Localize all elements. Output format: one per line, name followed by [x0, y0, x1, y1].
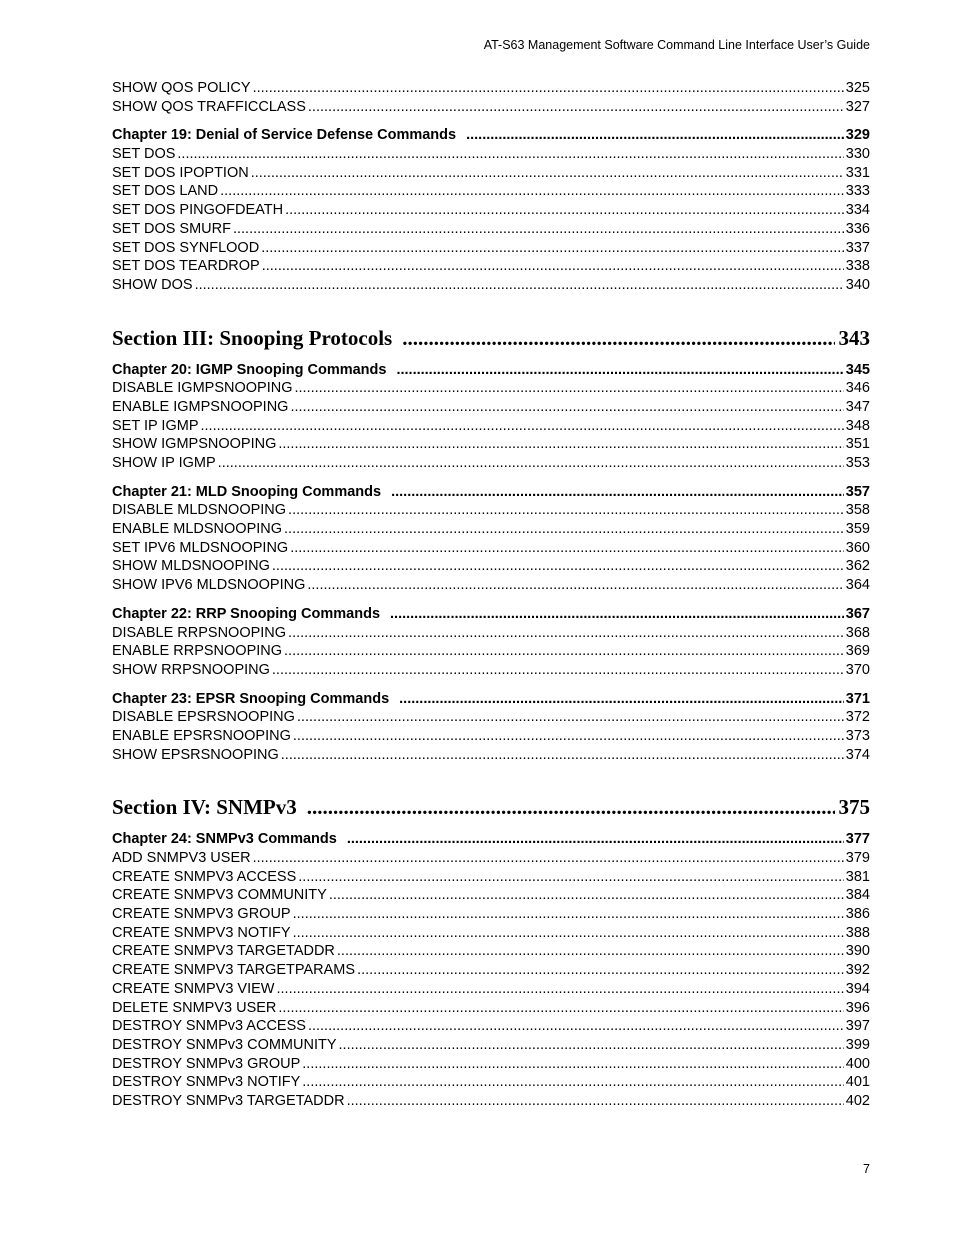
- dot-leader: [276, 980, 843, 999]
- toc-entry-page: 351: [845, 436, 870, 453]
- toc-entry: [112, 924, 870, 943]
- toc-entry-page: 359: [845, 521, 870, 538]
- toc-entry-page: 392: [845, 962, 870, 979]
- toc-chapter-entry: [112, 690, 870, 709]
- toc-entry: [112, 257, 870, 276]
- dot-leader: [218, 454, 844, 473]
- dot-leader: [233, 220, 844, 239]
- dot-leader: [308, 1017, 844, 1036]
- dot-leader: [466, 126, 844, 145]
- dot-leader: [288, 501, 844, 520]
- toc-entry: [112, 379, 870, 398]
- toc-entry-page: 368: [845, 624, 870, 641]
- toc-entry: [112, 849, 870, 868]
- toc-entry: [112, 624, 870, 643]
- toc-entry-title: CREATE SNMPV3 GROUP: [112, 906, 291, 923]
- toc-entry-page: 364: [845, 577, 870, 594]
- dot-leader: [347, 830, 844, 849]
- toc-entry-title: DISABLE MLDSNOOPING: [112, 502, 287, 519]
- toc-entry-title: DISABLE EPSRSNOOPING: [112, 709, 295, 726]
- toc-entry: [112, 182, 870, 201]
- toc-entry-page: 333: [845, 183, 870, 200]
- toc-entry-title: SET DOS TEARDROP: [112, 258, 260, 275]
- toc-entry-title: ENABLE MLDSNOOPING: [112, 521, 283, 538]
- dot-leader: [284, 642, 844, 661]
- toc-entry: [112, 642, 870, 661]
- dot-leader: [262, 257, 844, 276]
- toc-entry: [112, 398, 870, 417]
- dot-leader: [290, 539, 844, 558]
- toc-entry-page: 384: [845, 887, 870, 904]
- toc-entry: [112, 164, 870, 183]
- dot-leader: [298, 868, 844, 887]
- toc-entry-page: 369: [845, 643, 870, 660]
- dot-leader: [253, 849, 844, 868]
- dot-leader: [347, 1092, 844, 1111]
- toc-entry-title: Chapter 19: Denial of Service Defense Commands: [112, 127, 457, 144]
- toc-entry: [112, 1092, 870, 1111]
- dot-leader: [329, 886, 844, 905]
- toc-entry-title: SHOW QOS POLICY: [112, 80, 251, 96]
- toc-entry-title: DISABLE IGMPSNOOPING: [112, 380, 293, 397]
- toc-entry: [112, 1036, 870, 1055]
- toc-entry-title: CREATE SNMPV3 VIEW: [112, 980, 275, 997]
- dot-leader: [253, 79, 844, 98]
- toc-entry: [112, 1055, 870, 1074]
- toc-entry-page: 338: [845, 258, 870, 275]
- toc-entry-page: 327: [845, 98, 870, 115]
- toc-entry-title: SHOW QOS TRAFFICCLASS: [112, 98, 306, 115]
- toc-entry-page: 379: [845, 850, 870, 866]
- toc-entry-title: DESTROY SNMPv3 NOTIFY: [112, 1074, 301, 1091]
- toc-entry-page: 367: [845, 605, 870, 622]
- dot-leader: [307, 794, 835, 820]
- toc-entry-page: 371: [845, 690, 870, 707]
- toc-entry-page: 402: [845, 1092, 870, 1109]
- dot-leader: [295, 379, 844, 398]
- dot-leader: [302, 1055, 844, 1074]
- toc-section-heading: [112, 325, 870, 351]
- dot-leader: [337, 942, 844, 961]
- toc-entry: [112, 239, 870, 258]
- toc-entry-page: 373: [845, 727, 870, 744]
- toc-entry-title: SET DOS: [112, 146, 176, 163]
- toc-entry: [112, 520, 870, 539]
- toc-entry-page: 377: [845, 831, 870, 848]
- toc-entry-title: SHOW IPV6 MLDSNOOPING: [112, 577, 306, 594]
- dot-leader: [290, 398, 843, 417]
- toc-entry-title: Chapter 24: SNMPv3 Commands: [112, 831, 337, 848]
- toc-entry: [112, 201, 870, 220]
- toc-entry: [112, 1017, 870, 1036]
- toc-entry-title: SET DOS SMURF: [112, 220, 231, 237]
- page-number: 7: [863, 1162, 870, 1176]
- toc-entry-title: DISABLE RRPSNOOPING: [112, 624, 287, 641]
- dot-leader: [288, 624, 844, 643]
- toc-entry-page: 334: [845, 202, 870, 219]
- dot-leader: [293, 905, 844, 924]
- toc-entry-title: CREATE SNMPV3 NOTIFY: [112, 924, 291, 941]
- running-header: AT-S63 Management Software Command Line Interface User’s Guide: [483, 38, 870, 52]
- toc-entry-title: DESTROY SNMPv3 ACCESS: [112, 1018, 306, 1035]
- toc-entry: [112, 980, 870, 999]
- toc-entry-title: Section III: Snooping Protocols: [112, 325, 393, 350]
- toc-entry-title: ENABLE EPSRSNOOPING: [112, 727, 291, 744]
- toc-entry-page: 374: [845, 746, 870, 763]
- toc-entry-page: 362: [845, 558, 870, 575]
- toc-entry-page: 360: [845, 539, 870, 556]
- toc-entry-page: 396: [845, 999, 870, 1016]
- toc-entry: [112, 727, 870, 746]
- toc-entry-page: 390: [845, 943, 870, 960]
- toc-entry-title: ENABLE IGMPSNOOPING: [112, 398, 289, 415]
- toc-entry-title: Chapter 22: RRP Snooping Commands: [112, 605, 381, 622]
- toc-entry-title: Section IV: SNMPv3: [112, 795, 297, 820]
- dot-leader: [390, 605, 844, 624]
- dot-leader: [177, 145, 843, 164]
- toc-entry-title: Chapter 20: IGMP Snooping Commands: [112, 361, 387, 378]
- toc-entry-title: Chapter 23: EPSR Snooping Commands: [112, 690, 390, 707]
- toc-entry-page: 346: [845, 380, 870, 397]
- dot-leader: [396, 361, 843, 380]
- dot-leader: [281, 746, 844, 765]
- toc-entry-page: 388: [845, 924, 870, 941]
- toc-entry-title: Chapter 21: MLD Snooping Commands: [112, 483, 382, 500]
- toc-entry-page: 329: [845, 127, 870, 144]
- toc-entry: [112, 1073, 870, 1092]
- dot-leader: [339, 1036, 844, 1055]
- toc-entry: [112, 417, 870, 436]
- toc-entry-page: 386: [845, 906, 870, 923]
- toc-entry-page: 353: [845, 455, 870, 471]
- toc-entry-title: DESTROY SNMPv3 GROUP: [112, 1055, 301, 1072]
- toc-entry-page: 400: [845, 1055, 870, 1072]
- toc-entry: [112, 576, 870, 595]
- toc-entry-title: SHOW EPSRSNOOPING: [112, 746, 279, 763]
- dot-leader: [201, 417, 844, 436]
- dot-leader: [220, 182, 844, 201]
- toc-entry-page: 397: [845, 1018, 870, 1035]
- toc-entry-title: SET DOS PINGOFDEATH: [112, 202, 284, 219]
- toc-entry-title: SET IP IGMP: [112, 417, 199, 434]
- dot-leader: [391, 483, 844, 502]
- toc-entry-title: CREATE SNMPV3 ACCESS: [112, 868, 297, 885]
- toc-entry-title: CREATE SNMPV3 TARGETADDR: [112, 943, 335, 960]
- toc-entry-title: DESTROY SNMPv3 TARGETADDR: [112, 1092, 345, 1109]
- toc-entry-page: 345: [845, 361, 870, 378]
- toc-entry: [112, 905, 870, 924]
- toc-entry-title: ADD SNMPV3 USER: [112, 850, 251, 866]
- toc-entry: [112, 79, 870, 98]
- toc-entry-page: 358: [845, 502, 870, 519]
- toc-entry: [112, 435, 870, 454]
- toc-entry: [112, 942, 870, 961]
- toc-entry: [112, 220, 870, 239]
- toc-entry-page: 348: [845, 417, 870, 434]
- toc-entry-title: DESTROY SNMPv3 COMMUNITY: [112, 1036, 337, 1053]
- toc-entry-title: SHOW RRPSNOOPING: [112, 661, 270, 678]
- toc-entry: [112, 886, 870, 905]
- toc-entry-page: 357: [845, 483, 870, 500]
- toc-entry-page: 331: [845, 164, 870, 181]
- toc-entry-page: 399: [845, 1036, 870, 1053]
- toc-entry: [112, 868, 870, 887]
- dot-leader: [278, 999, 843, 1018]
- toc-entry-page: 343: [838, 325, 870, 350]
- toc-entry-title: SET DOS SYNFLOOD: [112, 239, 260, 256]
- toc-entry-title: SET DOS IPOPTION: [112, 164, 249, 181]
- dot-leader: [308, 98, 844, 117]
- toc-entry-title: DELETE SNMPV3 USER: [112, 999, 277, 1016]
- toc-entry-title: SHOW IGMPSNOOPING: [112, 436, 277, 453]
- dot-leader: [293, 924, 844, 943]
- toc-entry: [112, 999, 870, 1018]
- dot-leader: [251, 164, 844, 183]
- toc-entry-title: SHOW DOS: [112, 276, 193, 293]
- toc-chapter-entry: [112, 126, 870, 145]
- toc-entry-title: CREATE SNMPV3 COMMUNITY: [112, 887, 327, 904]
- dot-leader: [357, 961, 844, 980]
- dot-leader: [272, 661, 844, 680]
- toc-chapter-entry: [112, 830, 870, 849]
- toc-entry-page: 401: [845, 1074, 870, 1091]
- toc-entry-page: 370: [845, 661, 870, 678]
- toc-entry-title: SET IPV6 MLDSNOOPING: [112, 539, 289, 556]
- toc-entry-page: 375: [838, 795, 870, 820]
- toc-entry-page: 325: [845, 80, 870, 96]
- toc-chapter-entry: [112, 483, 870, 502]
- dot-leader: [402, 325, 834, 351]
- dot-leader: [272, 557, 844, 576]
- dot-leader: [285, 201, 844, 220]
- toc-entry: [112, 557, 870, 576]
- toc-entry: [112, 708, 870, 727]
- toc-entry: [112, 454, 870, 473]
- toc-entry-title: ENABLE RRPSNOOPING: [112, 643, 283, 660]
- toc-chapter-entry: [112, 361, 870, 380]
- dot-leader: [293, 727, 844, 746]
- dot-leader: [297, 708, 844, 727]
- toc-entry: [112, 501, 870, 520]
- dot-leader: [307, 576, 843, 595]
- toc-entry-page: 372: [845, 709, 870, 726]
- toc-section-heading: [112, 794, 870, 820]
- toc-entry: [112, 539, 870, 558]
- dot-leader: [278, 435, 843, 454]
- toc-entry: [112, 98, 870, 117]
- toc-entry-page: 336: [845, 220, 870, 237]
- toc-entry-title: SET DOS LAND: [112, 183, 219, 200]
- dot-leader: [261, 239, 844, 258]
- toc-entry: [112, 145, 870, 164]
- toc-entry: [112, 661, 870, 680]
- toc-entry-page: 347: [845, 398, 870, 415]
- toc-chapter-entry: [112, 605, 870, 624]
- toc-entry-page: 394: [845, 980, 870, 997]
- dot-leader: [302, 1073, 844, 1092]
- dot-leader: [284, 520, 844, 539]
- dot-leader: [399, 690, 844, 709]
- toc-entry-title: CREATE SNMPV3 TARGETPARAMS: [112, 962, 356, 979]
- toc-entry-title: SHOW MLDSNOOPING: [112, 558, 270, 575]
- toc-entry: [112, 746, 870, 765]
- dot-leader: [195, 276, 844, 295]
- toc-entry-title: SHOW IP IGMP: [112, 455, 216, 471]
- toc-entry: [112, 276, 870, 295]
- toc-entry: [112, 961, 870, 980]
- table-of-contents: [112, 79, 870, 1111]
- toc-entry-page: 340: [845, 276, 870, 293]
- toc-entry-page: 330: [845, 146, 870, 163]
- toc-entry-page: 337: [845, 239, 870, 256]
- toc-entry-page: 381: [845, 868, 870, 885]
